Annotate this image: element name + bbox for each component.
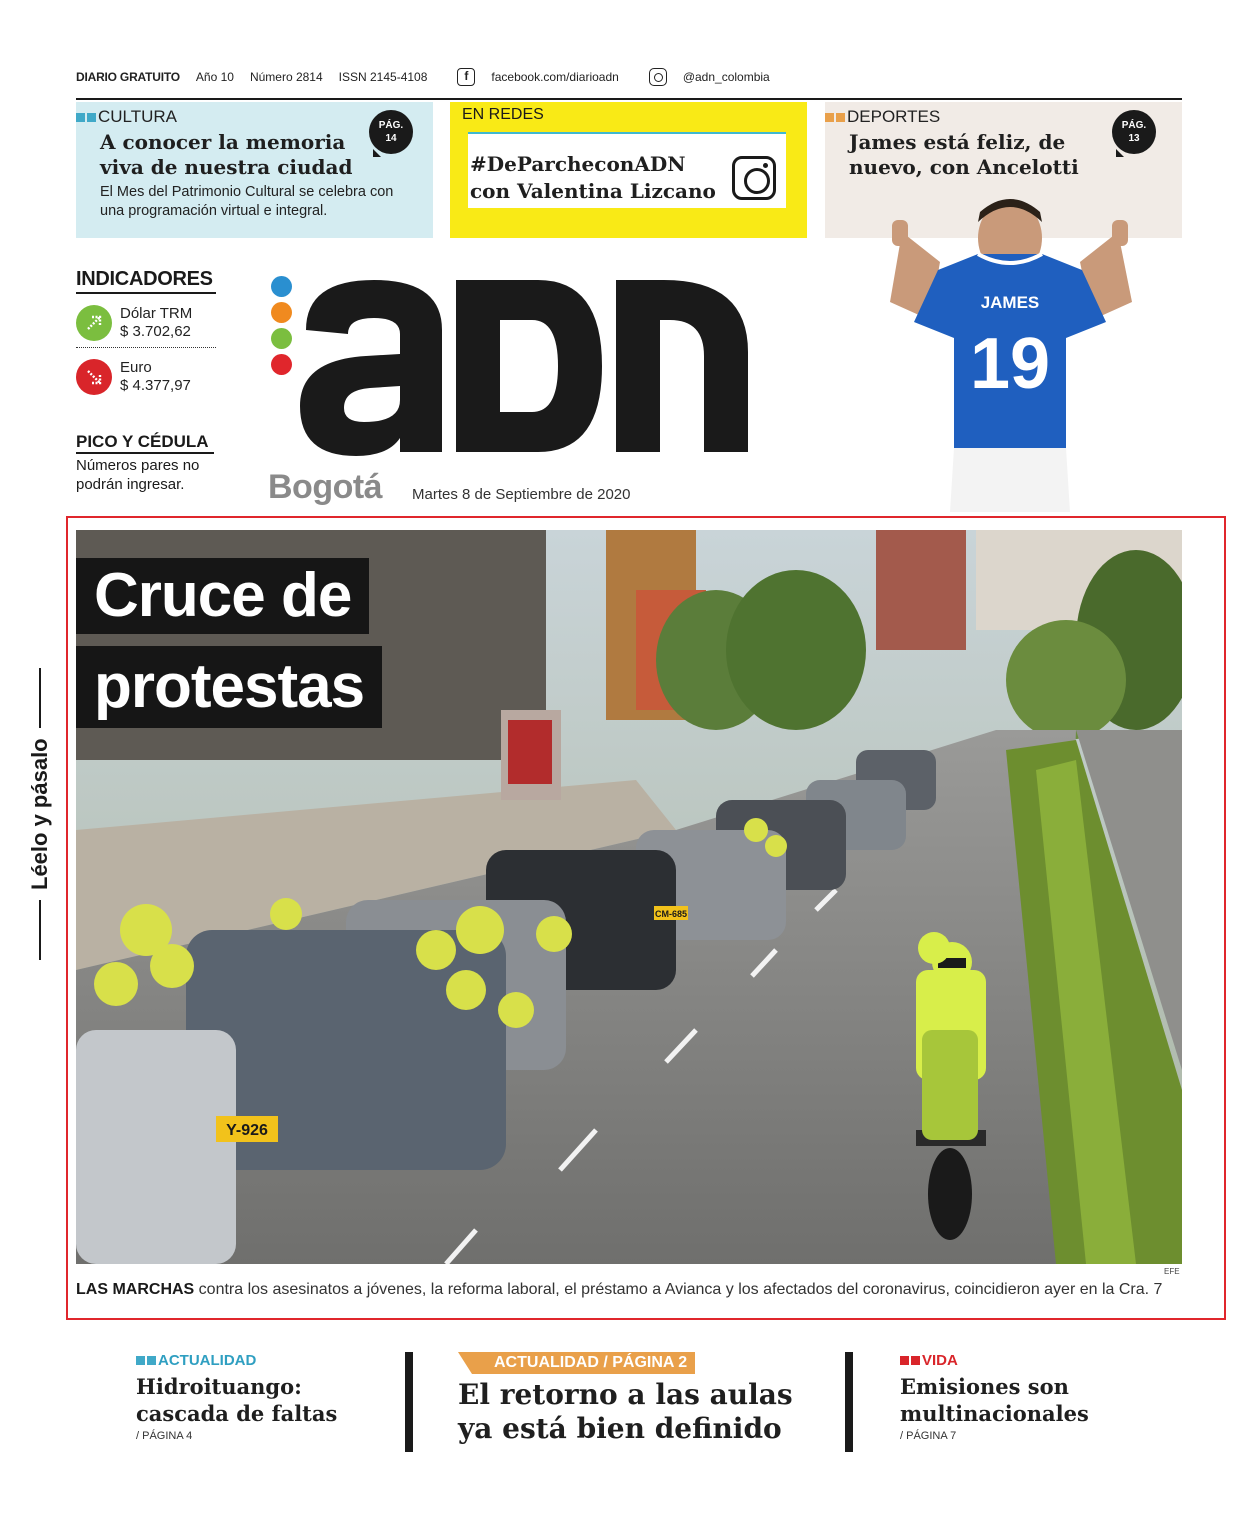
teaser-culture[interactable] [76, 102, 433, 238]
section-label-culture [76, 107, 409, 127]
section-square-icon [825, 113, 834, 122]
section-name: VIDA [922, 1352, 958, 1369]
teaser-headline: James está feliz, de nuevo, con Ancelotti [849, 130, 1079, 179]
facebook-icon: f [457, 68, 475, 86]
section-square-icon [76, 113, 85, 122]
license-plate: Y-926 [226, 1122, 268, 1139]
redes-card [468, 132, 786, 208]
section-square-icon [87, 113, 96, 122]
instagram-icon [732, 156, 776, 200]
page-ref: / PÁGINA 4 [136, 1430, 193, 1442]
free-daily-label: DIARIO GRATUITO [76, 70, 180, 84]
instagram-handle: @adn_colombia [682, 70, 770, 84]
feature-photo[interactable] [76, 530, 1182, 1264]
section-square-icon [836, 113, 845, 122]
side-slogan [20, 640, 60, 960]
caption-text: contra los asesinatos a jóvenes, la reforma laboral, el préstamo a Avianca y los afectados del coronavirus, coincidieron ayer en la Cra. 7 [194, 1281, 1163, 1298]
facebook-link[interactable] [457, 68, 634, 86]
section-label [136, 1352, 396, 1369]
bottom-teaser-vida[interactable] [900, 1352, 1160, 1442]
adn-logo [296, 260, 756, 470]
guest-line: con Valentina Lizcano [470, 179, 716, 203]
section-name: CULTURA [98, 107, 178, 126]
side-rule [39, 900, 41, 960]
column-divider [405, 1352, 413, 1452]
section-label-sports [825, 107, 1158, 127]
top-rule [76, 98, 1182, 100]
teaser-headline: A conocer la memoria viva de nuestra ciudad [100, 130, 353, 179]
section-square-icon [136, 1356, 145, 1365]
logo-dot [271, 354, 292, 375]
side-rule [39, 668, 41, 728]
dotted-divider [76, 347, 216, 348]
issn: ISSN 2145-4108 [338, 70, 428, 84]
indicator-value: $ 3.702,62 [120, 323, 191, 340]
page-badge [1112, 110, 1156, 154]
logo-dot [271, 302, 292, 323]
instagram-link[interactable] [649, 68, 786, 86]
page-badge-number: 14 [385, 133, 397, 144]
teaser-body: El Mes del Patrimonio Cultural se celebra con una programación virtual e integral. [100, 184, 394, 219]
section-label-redes: EN REDES [462, 106, 544, 123]
teaser-headline: Hidroituango: cascada de faltas [136, 1374, 338, 1426]
side-slogan-text: Léelo y pásalo [27, 738, 52, 890]
year-label: Año 10 [195, 70, 234, 84]
pico-text: Números pares no podrán ingresar. [76, 457, 200, 493]
indicator-dollar [76, 300, 216, 346]
jersey-name: JAMES [980, 293, 1040, 312]
page-badge-label: PÁG. [1121, 120, 1147, 131]
section-square-icon [900, 1356, 909, 1365]
logo-dot [271, 328, 292, 349]
teaser-headline: Emisiones son multinacionales [900, 1374, 1089, 1426]
section-label: ACTUALIDAD / PÁGINA 2 [458, 1352, 695, 1374]
section-name: ACTUALIDAD [158, 1352, 257, 1369]
indicator-value: $ 4.377,97 [120, 377, 191, 394]
bottom-teaser-main[interactable] [458, 1352, 818, 1446]
pico-title: PICO Y CÉDULA [76, 432, 214, 454]
caption-lead: LAS MARCHAS [76, 1281, 195, 1298]
logo-dot [271, 276, 292, 297]
issue-number: Número 2814 [249, 70, 323, 84]
photo-caption [76, 1280, 1182, 1300]
teaser-headline: El retorno a las aulas ya está bien definido [458, 1378, 793, 1445]
section-label [900, 1352, 1160, 1369]
jersey-number: 19 [969, 324, 1051, 404]
instagram-icon [649, 68, 667, 86]
feature-headline-line1: Cruce de [76, 558, 369, 634]
page-badge-label: PÁG. [378, 120, 404, 131]
indicator-label: Dólar TRM [120, 305, 193, 322]
logo-dots [271, 276, 293, 380]
photo-credit: EFE [1164, 1267, 1180, 1276]
indicator-label: Euro [120, 359, 152, 376]
section-square-icon [911, 1356, 920, 1365]
city-name: Bogotá [268, 468, 383, 506]
player-photo [870, 192, 1150, 512]
masthead-strip [76, 64, 1182, 90]
issue-date: Martes 8 de Septiembre de 2020 [412, 486, 631, 503]
page-ref: / PÁGINA 7 [900, 1430, 957, 1442]
indicator-euro [76, 354, 216, 400]
feature-headline-line2: protestas [76, 646, 382, 728]
trend-up-icon [76, 305, 112, 341]
bottom-teaser-actualidad[interactable] [136, 1352, 396, 1442]
teaser-redes[interactable] [450, 102, 807, 238]
page-badge [369, 110, 413, 154]
trend-down-icon [76, 359, 112, 395]
facebook-handle: facebook.com/diarioadn [491, 70, 619, 84]
hashtag-line: #DeParcheconADN [470, 152, 686, 176]
indicators-title: INDICADORES [76, 268, 216, 294]
section-name: DEPORTES [847, 107, 941, 126]
license-plate: CM-685 [654, 909, 688, 919]
page-badge-number: 13 [1128, 133, 1140, 144]
column-divider [845, 1352, 853, 1452]
section-square-icon [147, 1356, 156, 1365]
teaser-headline [470, 151, 740, 205]
